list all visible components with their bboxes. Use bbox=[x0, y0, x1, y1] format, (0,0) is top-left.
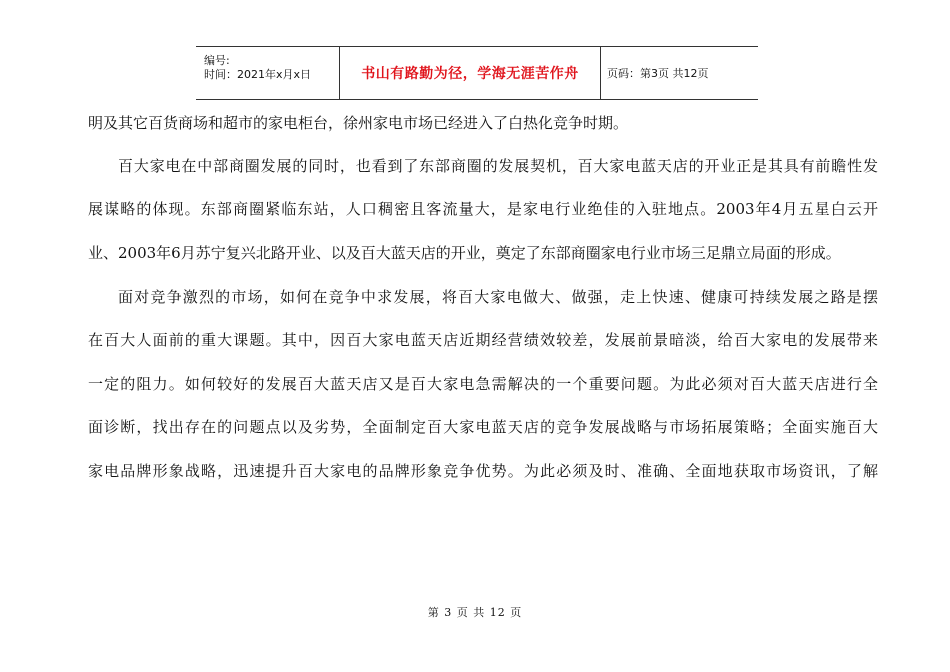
serial-label: 编号: bbox=[204, 54, 230, 67]
body-line: 展谋略的体现。东部商圈紧临东站，人口稠密且客流量大，是家电行业绝佳的入驻地点。2003年4月五星白云开 bbox=[88, 200, 878, 218]
body-line: 在百大人面前的重大课题。其中，因百大家电蓝天店近期经营绩效较差，发展前景暗淡，给百大家电的发展带来 bbox=[88, 331, 878, 349]
body-line: 一定的阻力。如何较好的发展百大蓝天店又是百大家电急需解决的一个重要问题。为此必须对百大蓝天店进行全 bbox=[88, 375, 878, 393]
page-number-label: 页码：第3页 共12页 bbox=[607, 67, 709, 80]
time-label: 时间：2021年x月x日 bbox=[204, 68, 312, 81]
page-footer: 第 3 页 共 12 页 bbox=[427, 606, 523, 619]
body-line: 面诊断，找出存在的问题点以及劣势，全面制定百大家电蓝天店的竞争发展战略与市场拓展策略；全面实施百大 bbox=[88, 418, 878, 436]
body-line: 面对竞争激烈的市场，如何在竞争中求发展，将百大家电做大、做强，走上快速、健康可持续发展之路是摆 bbox=[118, 288, 878, 306]
body-line: 家电品牌形象战略，迅速提升百大家电的品牌形象竞争优势。为此必须及时、准确、全面地获取市场资讯，了解 bbox=[88, 462, 878, 480]
body-line: 业、2003年6月苏宁复兴北路开业、以及百大蓝天店的开业，奠定了东部商圈家电行业市场三足鼎立局面的形成。 bbox=[88, 244, 841, 262]
header-page-cell bbox=[601, 47, 758, 99]
motto-text: 书山有路勤为径，学海无涯苦作舟 bbox=[361, 66, 579, 82]
header-meta-cell bbox=[196, 47, 340, 99]
body-line: 百大家电在中部商圈发展的同时，也看到了东部商圈的发展契机，百大家电蓝天店的开业正是其具有前瞻性发 bbox=[118, 157, 878, 175]
body-line: 明及其它百货商场和超市的家电柜台，徐州家电市场已经进入了白热化竞争时期。 bbox=[88, 114, 629, 132]
header-motto-cell bbox=[340, 47, 601, 99]
page-header-table bbox=[196, 46, 758, 100]
